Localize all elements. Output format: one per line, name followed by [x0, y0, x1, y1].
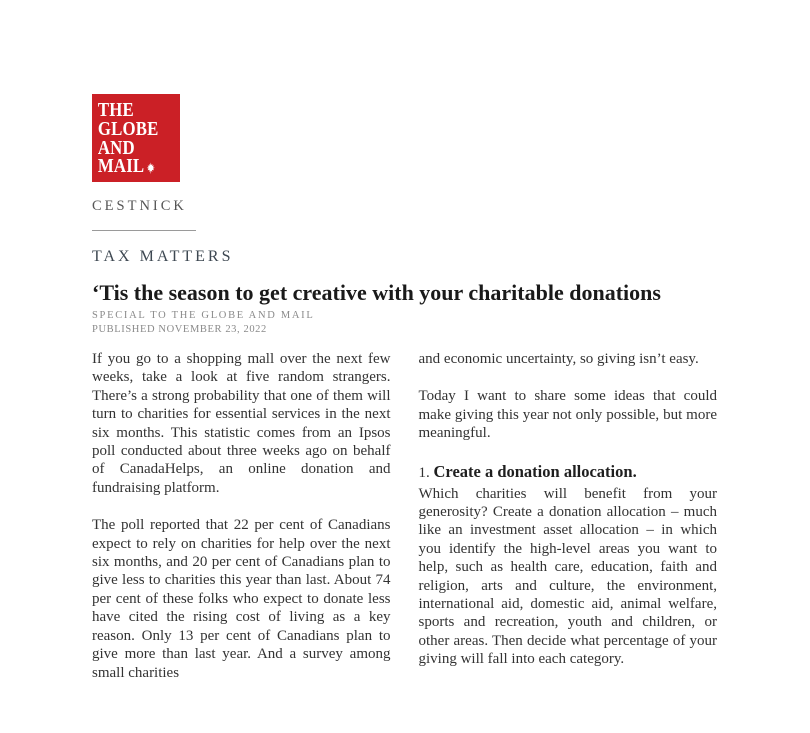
logo-line-globe: GLOBE — [97, 117, 159, 140]
logo-line-mail — [98, 157, 166, 176]
headline: ‘Tis the season to get creative with your charitable donations — [92, 280, 661, 305]
paragraph: Which charities will benefit from your generosity? Create a donation allocation – much like an investment asset allocation – in which you identify the high-level areas you want to help, such as health care, education, faith and religion, arts and culture, the environment, international aid, domestic aid, animal welfare, sports and recreation, youth and children, or other areas. Then decide what percentage of your giving will fall into each category. — [418, 485, 717, 668]
published-date: PUBLISHED NOVEMBER 23, 2022 — [92, 324, 267, 335]
paragraph: If you go to a shopping mall over the next few weeks, take a look at five random strangers. There’s a strong probability that one of them will turn to charities for essential services in the next six months. This statistic comes from an Ipsos poll conducted about three weeks ago on behalf of CanadaHelps, an online donation and fundraising platform. — [92, 351, 391, 496]
right-column — [419, 350, 718, 701]
logo-line-mail-text: MAIL — [97, 155, 145, 178]
paragraph: and economic uncertainty, so giving isn’t easy. — [418, 351, 699, 367]
author-name: CESTNICK — [92, 198, 187, 214]
credit-line: SPECIAL TO THE GLOBE AND MAIL — [92, 310, 315, 321]
list-item-title: Create a donation allocation. — [433, 461, 637, 481]
article-body — [92, 350, 717, 701]
globe-and-mail-logo[interactable] — [92, 94, 180, 182]
maple-leaf-icon — [146, 162, 156, 174]
section-label: TAX MATTERS — [92, 248, 234, 265]
list-item-heading — [419, 462, 718, 483]
paragraph: Today I want to share some ideas that could make giving this year not only possible, but more meaningful. — [418, 388, 717, 442]
globe-and-mail-logo-text — [92, 94, 166, 176]
left-column — [92, 350, 391, 701]
list-item-number: 1. — [418, 464, 430, 481]
logo-line-the: THE — [97, 99, 134, 121]
masthead-divider — [92, 230, 196, 231]
paragraph: The poll reported that 22 per cent of Canadians expect to rely on charities for help over the next six months, and 20 per cent of Canadians plan to give less to charities this year than last. About 74 per cent of these folks who expect to donate less have cited the rising cost of living as a key reason. Only 13 per cent of Canadians plan to give more than last year. And a survey among small charities — [92, 517, 391, 681]
logo-line-and: AND — [97, 136, 135, 159]
